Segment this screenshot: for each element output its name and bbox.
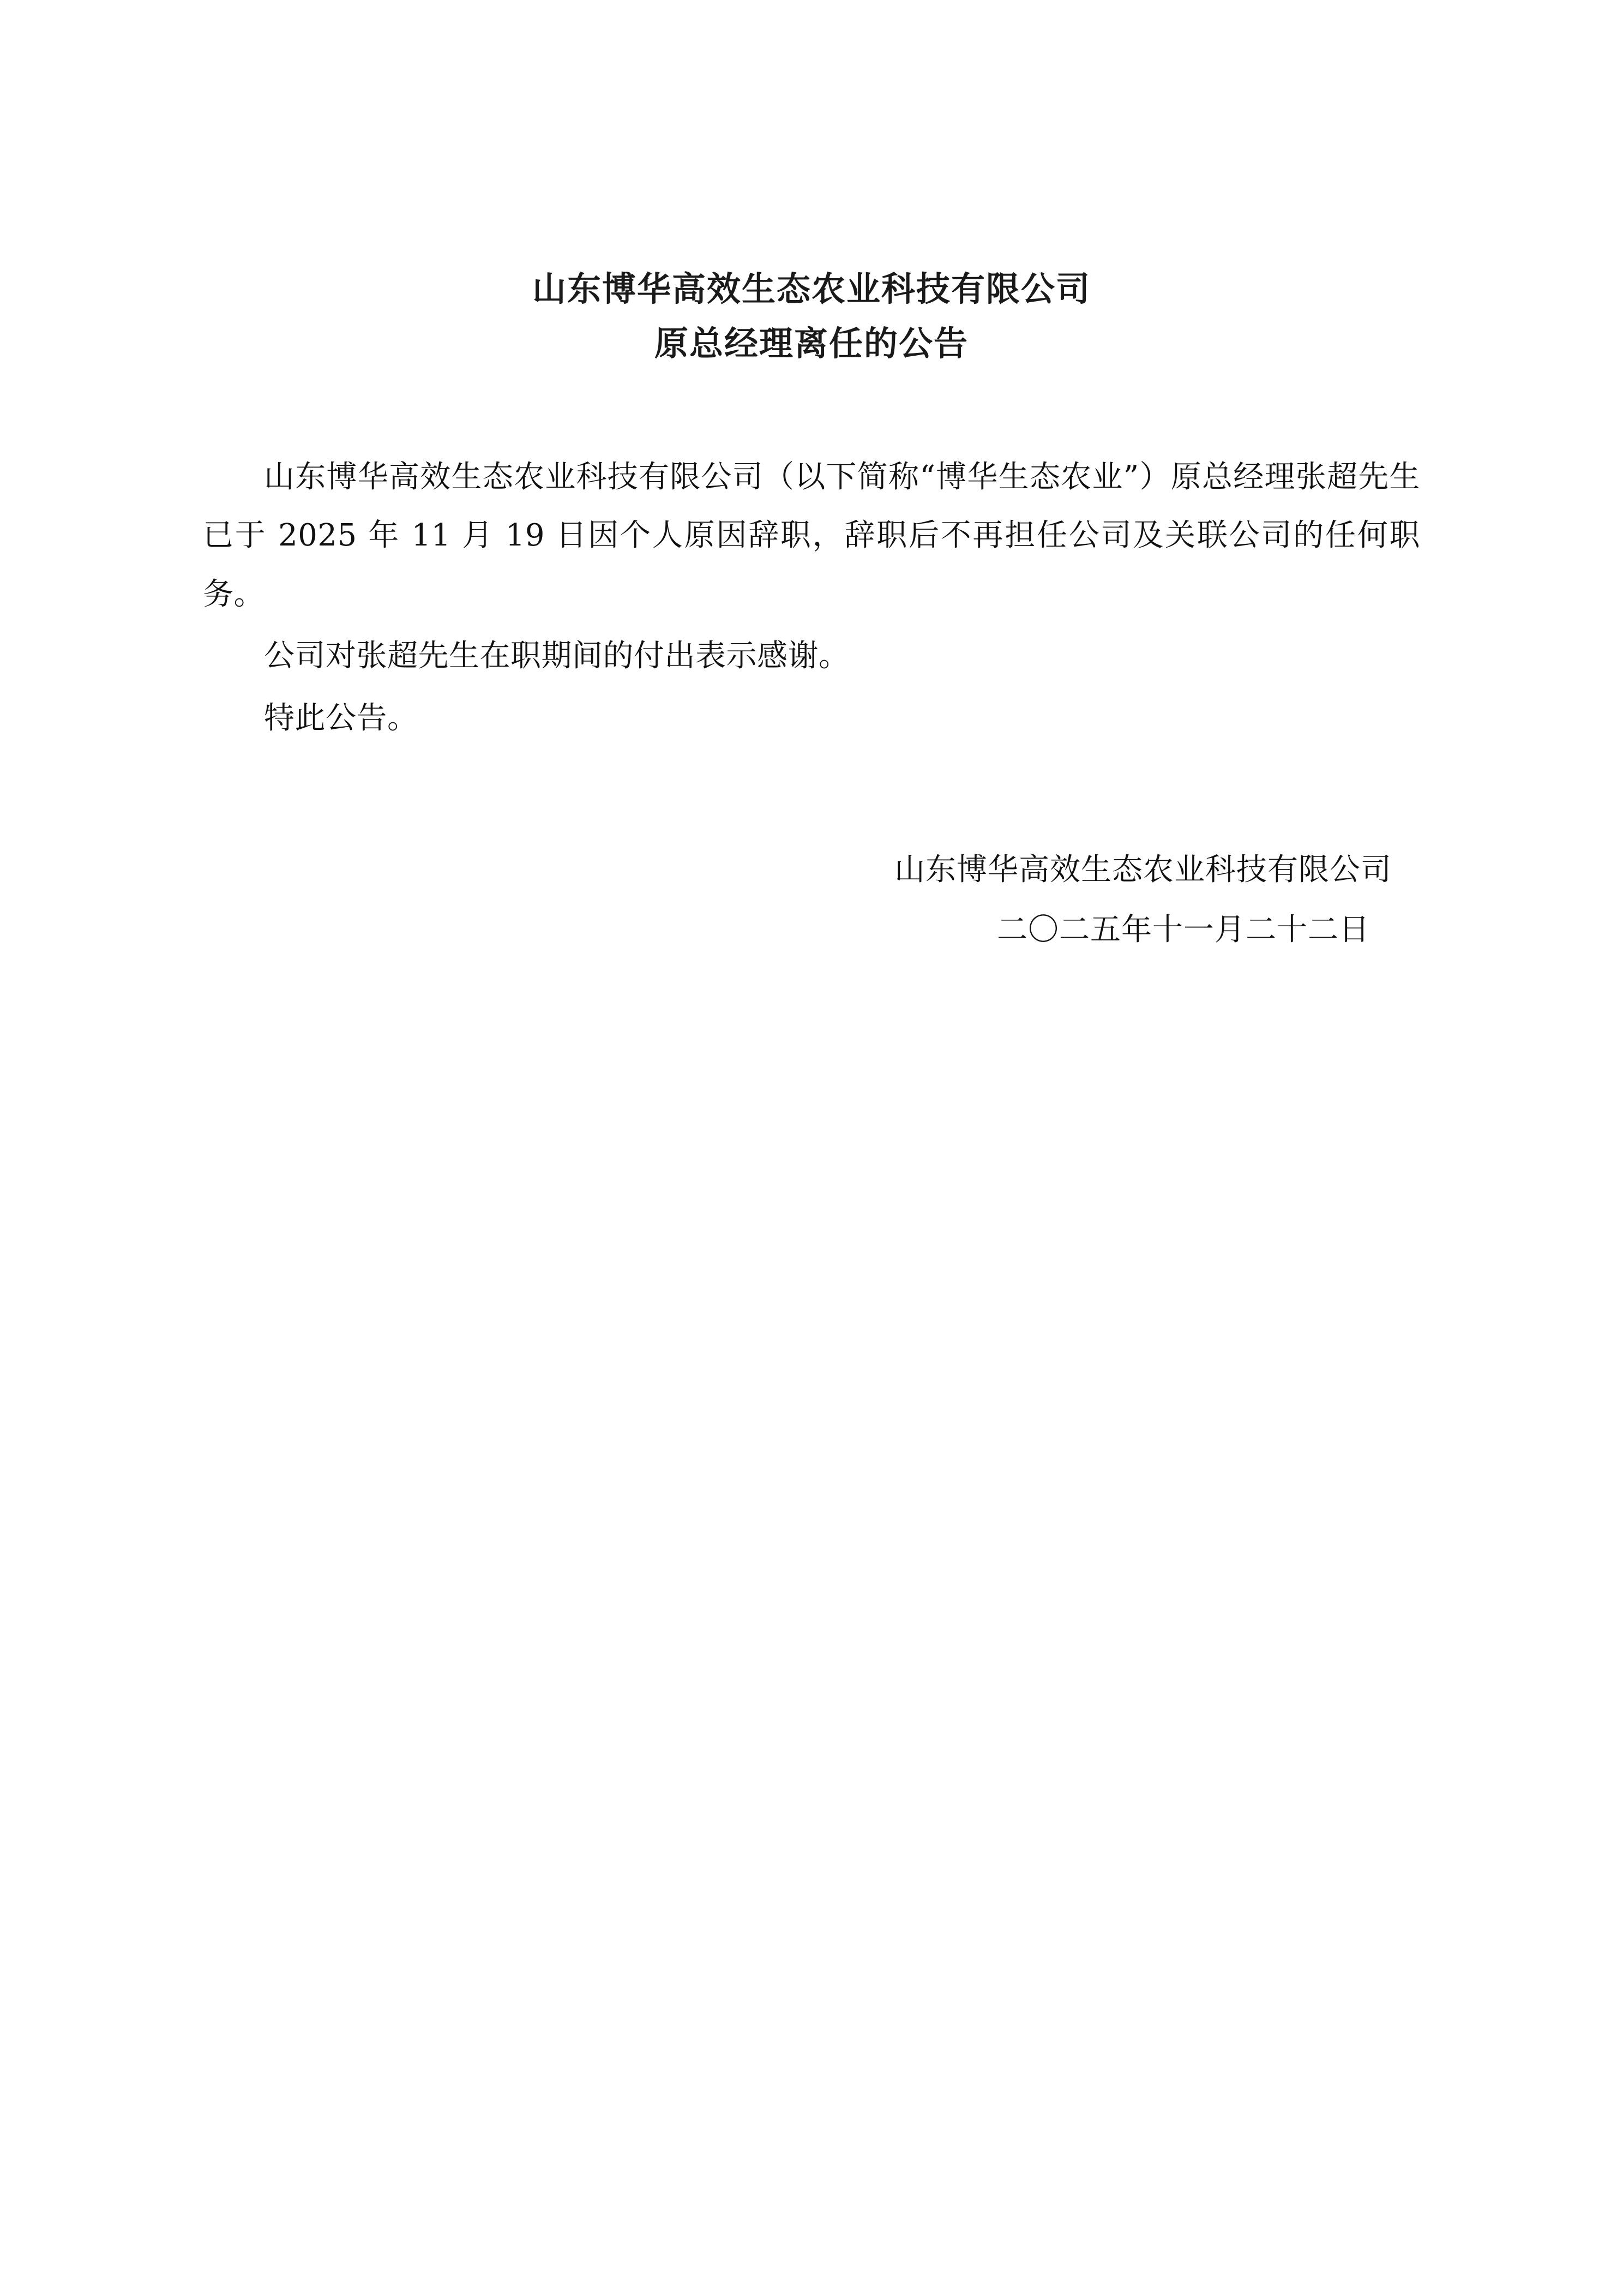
document-content (203, 262, 1420, 960)
body-paragraph-3: 特此公告。 (264, 700, 418, 736)
title-line-2: 原总经理离任的公告 (654, 323, 969, 364)
document-title (203, 262, 1420, 371)
document-body (203, 448, 1420, 748)
body-paragraph-2: 公司对张超先生在职期间的付出表示感谢。 (264, 638, 850, 674)
title-line-1: 山东博华高效生态农业科技有限公司 (532, 269, 1091, 309)
body-paragraph-1: 山东博华高效生态农业科技有限公司（以下简称“博华生态农业”）原总经理张超先生已于 2025 年 11 月 19 日因个人原因辞职，辞职后不再担任公司及关联公司的任何职务。 (203, 459, 1420, 612)
signature-company: 山东博华高效生态农业科技有限公司 (894, 852, 1392, 888)
signature-block (203, 840, 1420, 959)
signature-date: 二〇二五年十一月二十二日 (997, 912, 1370, 948)
